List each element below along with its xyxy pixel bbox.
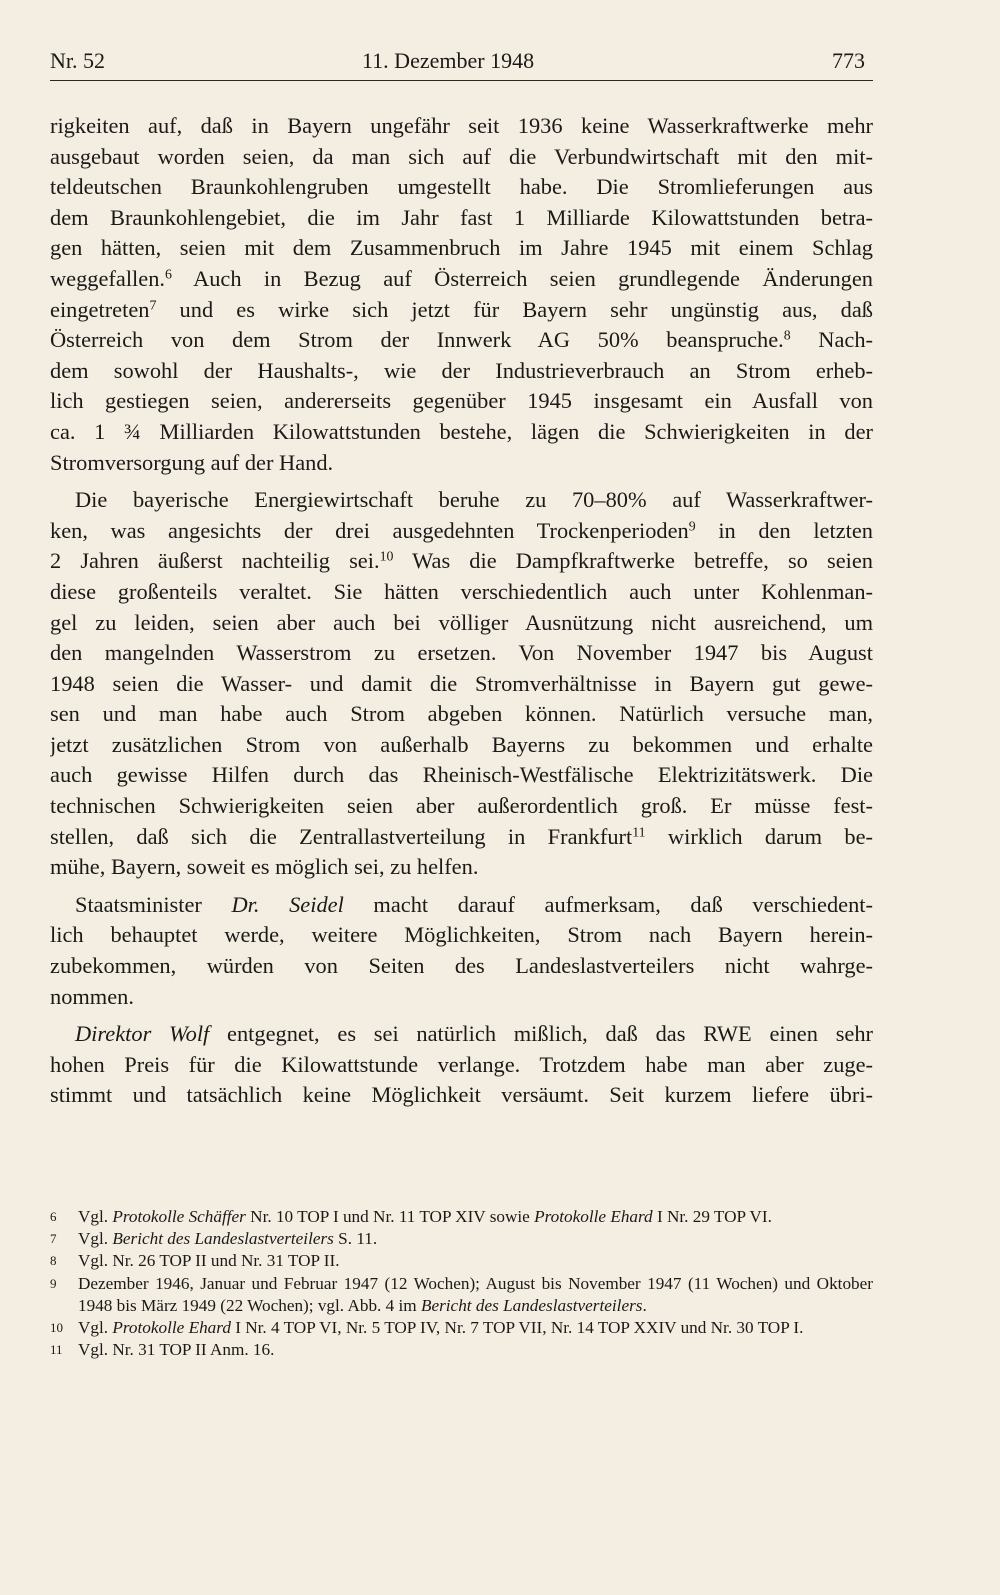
footnote-text — [78, 1228, 873, 1250]
footnote-title: Protokolle Ehard — [112, 1318, 231, 1338]
text-line — [50, 485, 873, 516]
text-line — [50, 699, 873, 730]
text-run: 2 Jahren äußerst nachteilig sei. — [50, 548, 380, 574]
text-line — [50, 608, 873, 639]
footnote-run: Vgl. Nr. 31 TOP II Anm. 16. — [78, 1340, 275, 1360]
page-number: 773 — [832, 48, 865, 73]
text-run: zubekommen, würden von Seiten des Landeslastverteilers nicht wahrge- — [50, 953, 873, 979]
text-line — [50, 203, 873, 234]
text-run: entgegnet, es sei natürlich mißlich, daß das RWE einen sehr — [209, 1021, 873, 1047]
text-run: Österreich von dem Strom der Innwerk AG 50% beanspruche. — [50, 327, 784, 353]
text-line — [50, 325, 873, 356]
text-run: lich gestiegen seien, andererseits gegenüber 1945 insgesamt ein Ausfall von — [50, 388, 873, 414]
text-run: Was die Dampfkraftwerke betreffe, so seien — [393, 548, 873, 574]
text-run: gen hätten, seien mit dem Zusammenbruch im Jahre 1945 mit einem Schlag — [50, 235, 873, 261]
footnote-run: Vgl. — [78, 1318, 113, 1338]
footnote — [50, 1250, 873, 1272]
italic-name: Direktor Wolf — [75, 1021, 210, 1047]
text-line — [50, 546, 873, 577]
footnote-text — [78, 1206, 873, 1228]
footnote-run: Nr. 10 TOP I und Nr. 11 TOP XIV sowie — [245, 1207, 535, 1226]
main-text — [50, 111, 873, 1111]
footnote-run: . — [642, 1295, 647, 1315]
text-line — [50, 982, 873, 1013]
footnote-run: I Nr. 4 TOP VI, Nr. 5 TOP IV, Nr. 7 TOP VII, Nr. 14 TOP XXIV und Nr. 30 TOP I. — [230, 1318, 804, 1338]
text-line — [50, 890, 873, 921]
footnote-ref: 11 — [632, 825, 646, 841]
footnote-text — [78, 1339, 873, 1361]
text-run: technischen Schwierigkeiten seien aber außerordentlich groß. Er müsse fest- — [50, 793, 873, 819]
text-line — [50, 951, 873, 982]
text-line — [50, 172, 873, 203]
text-line — [50, 1019, 873, 1050]
text-run: wirklich darum be- — [645, 823, 873, 849]
footnote-title: Bericht des Landeslastverteilers — [112, 1229, 334, 1249]
footnote-title: Protokolle Schäffer — [112, 1207, 246, 1226]
footnote — [50, 1317, 873, 1339]
text-run: Die bayerische Energiewirtschaft beruhe zu 70–80% auf Wasserkraftwer- — [75, 487, 873, 513]
text-line — [50, 920, 873, 951]
text-line — [50, 1080, 873, 1111]
text-run: mühe, Bayern, soweit es möglich sei, zu helfen. — [50, 854, 479, 880]
footnote-ref: 9 — [688, 519, 696, 535]
text-run: Staatsminister — [75, 891, 232, 917]
footnote-run: Vgl. — [78, 1207, 113, 1226]
footnote-run: Dezember 1946, Januar und Februar 1947 (12 Wochen); August bis November 1947 (11 Wochen) und Oktober 1948 bis März 1949 (22 Wochen); vgl. Abb. 4 im — [78, 1273, 873, 1315]
text-run: und es wirke sich jetzt für Bayern sehr ungünstig aus, daß — [156, 296, 873, 322]
text-run: Nach- — [790, 327, 873, 353]
italic-name: Dr. Seidel — [231, 891, 344, 917]
footnote-number: 6 — [50, 1209, 57, 1224]
text-line — [50, 1050, 873, 1081]
text-run: lich behauptet werde, weitere Möglichkeiten, Strom nach Bayern herein- — [50, 922, 873, 948]
text-run: dem Braunkohlengebiet, die im Jahr fast 1 Milliarde Kilowattstunden betra- — [50, 204, 873, 230]
text-run: eingetreten — [50, 296, 150, 322]
text-line — [50, 233, 873, 264]
text-run: Auch in Bezug auf Österreich seien grundlegende Änderungen — [171, 265, 873, 291]
text-line — [50, 669, 873, 700]
text-run: nommen. — [50, 983, 134, 1009]
text-line — [50, 417, 873, 448]
text-run: stellen, daß sich die Zentrallastverteilung in Frankfurt — [50, 823, 633, 849]
footnote-ref: 10 — [379, 549, 394, 565]
footnote — [50, 1273, 873, 1317]
text-run: auch gewisse Hilfen durch das Rheinisch-Westfälische Elektrizitätswerk. Die — [50, 762, 873, 788]
footnote — [50, 1206, 873, 1228]
footnotes — [50, 1206, 873, 1361]
text-line — [50, 638, 873, 669]
text-line — [50, 448, 873, 479]
text-run: macht darauf aufmerksam, daß verschiedent- — [343, 891, 873, 917]
footnote-number: 10 — [50, 1320, 63, 1336]
text-run: gel zu leiden, seien aber auch bei völliger Ausnützung nicht ausreichend, um — [50, 609, 873, 635]
text-run: 1948 seien die Wasser- und damit die Stromverhältnisse in Bayern gut gewe- — [50, 670, 873, 696]
text-line — [50, 142, 873, 173]
session-date: 11. Dezember 1948 — [362, 48, 535, 73]
footnote-text — [78, 1250, 873, 1272]
footnote-text — [78, 1273, 873, 1317]
footnote-text — [78, 1317, 873, 1339]
footnote-title: Protokolle Ehard — [534, 1207, 653, 1226]
text-run: hohen Preis für die Kilowattstunde verlange. Trotzdem habe man aber zuge- — [50, 1051, 873, 1077]
text-line — [50, 577, 873, 608]
footnote-ref: 8 — [783, 328, 791, 344]
text-run: stimmt und tatsächlich keine Möglichkeit versäumt. Seit kurzem liefere übri- — [50, 1082, 873, 1108]
text-line — [50, 356, 873, 387]
text-run: ca. 1 ¾ Milliarden Kilowattstunden bestehe, lägen die Schwierigkeiten in der — [50, 418, 873, 444]
footnote — [50, 1228, 873, 1250]
text-line — [50, 295, 873, 326]
footnote-number: 11 — [50, 1342, 63, 1358]
text-line — [50, 516, 873, 547]
text-run: rigkeiten auf, daß in Bayern ungefähr seit 1936 keine Wasserkraftwerke mehr — [50, 113, 873, 138]
footnote-title: Bericht des Landeslastverteilers — [420, 1295, 643, 1315]
text-run: den mangelnden Wasserstrom zu ersetzen. Von November 1947 bis August — [50, 640, 873, 666]
footnote-run: I Nr. 29 TOP VI. — [652, 1207, 772, 1226]
text-run: weggefallen. — [50, 265, 166, 291]
text-line — [50, 264, 873, 295]
footnote-run: Vgl. — [78, 1229, 113, 1249]
text-run: teldeutschen Braunkohlengruben umgestellt habe. Die Stromlieferungen aus — [50, 174, 873, 200]
text-line — [50, 760, 873, 791]
text-run: in den letzten — [695, 517, 873, 543]
footnote-number: 7 — [50, 1231, 57, 1247]
text-line — [50, 852, 873, 883]
footnote-run: Vgl. Nr. 26 TOP II und Nr. 31 TOP II. — [78, 1251, 340, 1271]
running-head — [50, 44, 873, 81]
footnote-ref: 7 — [149, 297, 157, 313]
text-run: Stromversorgung auf der Hand. — [50, 449, 334, 475]
text-line — [50, 730, 873, 761]
text-run: jetzt zusätzlichen Strom von außerhalb Bayerns zu bekommen und erhalte — [50, 731, 873, 757]
text-line — [50, 791, 873, 822]
text-line — [50, 111, 873, 142]
text-line — [50, 822, 873, 853]
footnote-ref: 6 — [165, 267, 172, 283]
footnote-number: 8 — [50, 1253, 57, 1269]
text-line — [50, 386, 873, 417]
text-run: ken, was angesichts der drei ausgedehnten Trockenperioden — [50, 517, 689, 543]
text-run: dem sowohl der Haushalts-, wie der Industrieverbrauch an Strom erheb- — [50, 357, 873, 383]
text-run: diese großenteils veraltet. Sie hätten verschiedentlich auch unter Kohlenman- — [50, 578, 873, 604]
footnote-run: S. 11. — [333, 1229, 378, 1249]
text-run: ausgebaut worden seien, da man sich auf die Verbundwirtschaft mit den mit- — [50, 143, 873, 169]
footnote — [50, 1339, 873, 1361]
text-run: sen und man habe auch Strom abgeben können. Natürlich versuche man, — [50, 701, 873, 727]
footnote-number: 9 — [50, 1275, 57, 1291]
issue-number: Nr. 52 — [50, 48, 105, 73]
